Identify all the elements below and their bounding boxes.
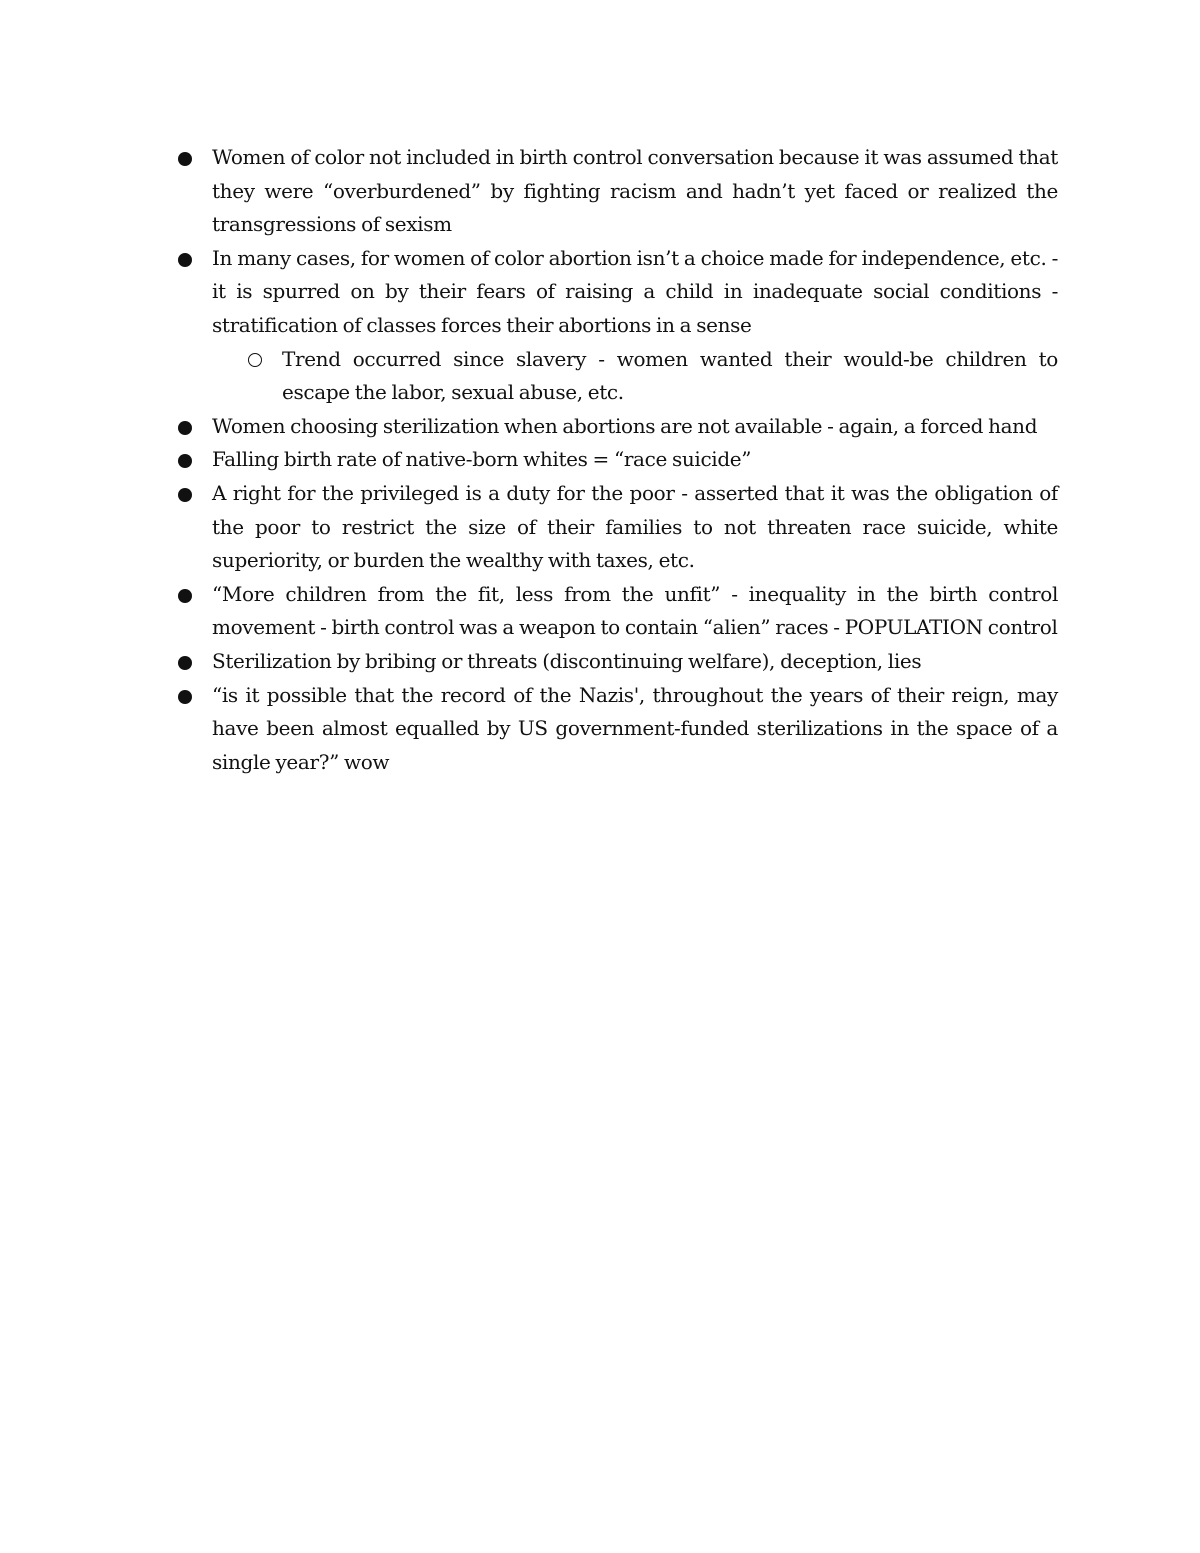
list-item-text: A right for the privileged is a duty for the poor - asserted that it was the obligation of the poor to restrict the size of their families to not threaten race suicide, white superiority, or burden the wealthy with taxes, etc. xyxy=(212,480,1058,573)
filled-bullet-icon xyxy=(178,421,192,435)
list-item-text: Falling birth rate of native-born whites = “race suicide” xyxy=(212,447,752,472)
notes-bullet-list xyxy=(212,141,1058,779)
filled-bullet-icon xyxy=(178,454,192,468)
filled-bullet-icon xyxy=(178,152,192,166)
list-item xyxy=(212,477,1058,578)
list-item-text: Sterilization by bribing or threats (discontinuing welfare), deception, lies xyxy=(212,648,922,673)
sub-bullet-list xyxy=(212,343,1058,410)
filled-bullet-icon xyxy=(178,253,192,267)
list-item-text: Women choosing sterilization when abortions are not available - again, a forced hand xyxy=(212,413,1038,438)
list-item xyxy=(212,443,1058,477)
sub-list-item xyxy=(282,343,1058,410)
filled-bullet-icon xyxy=(178,488,192,502)
list-item-text: “is it possible that the record of the Nazis', throughout the years of their reign, may have been almost equalled by US government-funded sterilizations in the space of a single year?” wow xyxy=(212,682,1058,774)
list-item xyxy=(212,141,1058,242)
hollow-bullet-icon xyxy=(248,353,262,367)
list-item xyxy=(212,645,1058,679)
sub-list-item-text: Trend occurred since slavery - women wanted their would-be children to escape the labor, sexual abuse, etc. xyxy=(282,346,1058,405)
list-item-text: In many cases, for women of color abortion isn’t a choice made for independence, etc. - it is spurred on by their fears of raising a child in inadequate social conditions - stratification of classes forces their abortions in a sense xyxy=(212,245,1058,337)
filled-bullet-icon xyxy=(178,656,192,670)
list-item xyxy=(212,578,1058,645)
filled-bullet-icon xyxy=(178,690,192,704)
list-item-text: “More children from the fit, less from the unfit” - inequality in the birth control movement - birth control was a weapon to contain “alien” races - POPULATION control xyxy=(212,581,1058,640)
filled-bullet-icon xyxy=(178,589,192,603)
list-item xyxy=(212,242,1058,410)
list-item xyxy=(212,679,1058,780)
list-item-text: Women of color not included in birth control conversation because it was assumed that they were “overburdened” by fighting racism and hadn’t yet faced or realized the transgressions of sexism xyxy=(212,145,1058,237)
list-item xyxy=(212,410,1058,444)
